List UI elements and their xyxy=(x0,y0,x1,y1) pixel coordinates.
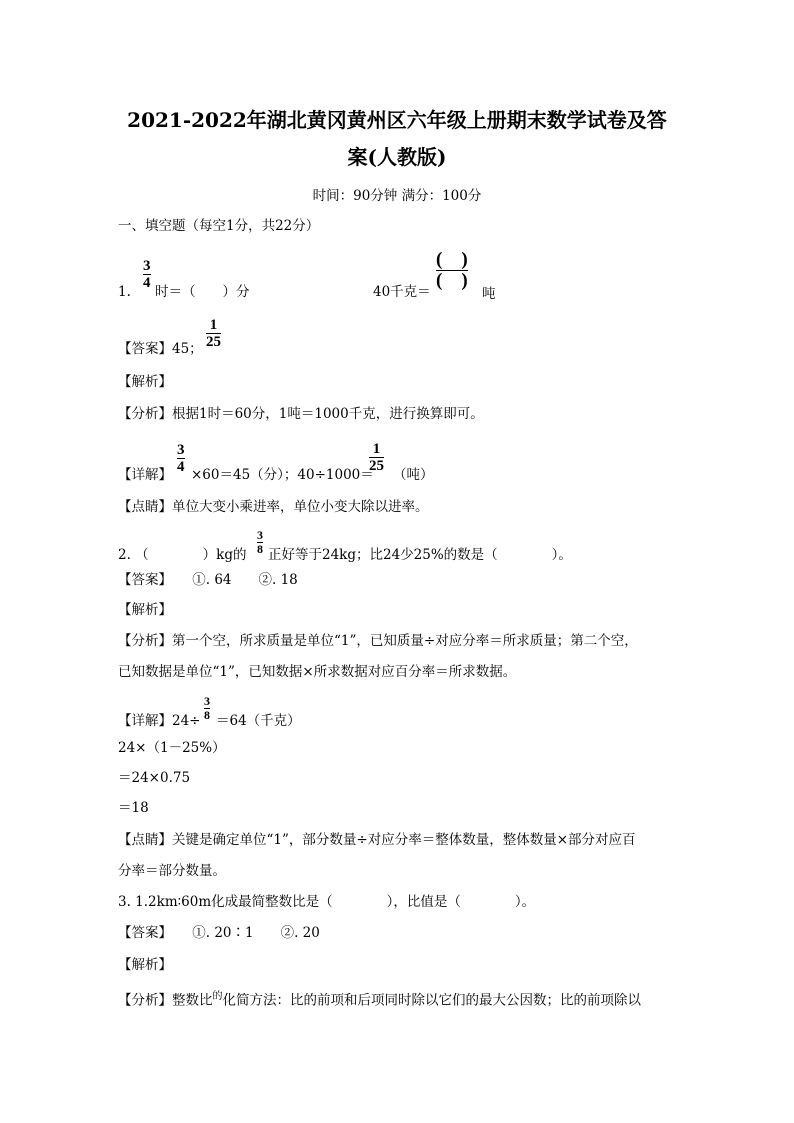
q1-xiangjie-fraction xyxy=(177,442,185,475)
q1-dianjing: 【点睛】单位大变小乘进率，单位小变大除以进率。 xyxy=(118,499,429,515)
q1-text: 时＝（ ）分 xyxy=(155,284,250,300)
denominator: 4 xyxy=(177,459,185,475)
numerator: 3 xyxy=(177,442,185,458)
numerator: 3 xyxy=(257,528,263,542)
q2-post: 正好等于24kg；比24少25%的数是（ ）。 xyxy=(268,547,572,563)
numerator: 1 xyxy=(209,317,218,333)
denominator: 8 xyxy=(257,542,263,556)
denominator-blank: ( ) xyxy=(436,270,468,291)
denominator: 4 xyxy=(143,275,151,291)
q1-xiangjie-end: （吨） xyxy=(393,467,434,483)
q3-answer: 【答案】 ①. 20∶1 ②. 20 xyxy=(118,925,320,941)
q2-dianjing-2: 分率＝部分数量。 xyxy=(118,863,226,879)
q2-step-1: 24×（1－25%） xyxy=(118,740,226,756)
q1-jiexi: 【解析】 xyxy=(118,374,172,390)
numerator: 1 xyxy=(372,441,381,457)
q1-blank-fraction xyxy=(436,250,468,291)
section-heading: 一、填空题（每空1分，共22分） xyxy=(118,218,320,234)
denominator: 25 xyxy=(369,458,384,474)
q2-jiexi: 【解析】 xyxy=(118,602,172,618)
q3-fenxi-rest: 化简方法：比的前项和后项同时除以它们的最大公因数；比的前项除以 xyxy=(222,992,641,1009)
q3-fenxi xyxy=(118,989,641,1009)
q1-answer: 【答案】45； xyxy=(118,341,203,357)
q2-fenxi-2: 已知数据是单位“1”，已知数据×所求数据对应百分率＝所求数据。 xyxy=(118,664,517,680)
exam-meta: 时间：90分钟 满分：100分 xyxy=(312,188,482,204)
q2-xiangjie-fraction xyxy=(204,695,210,722)
q1-xiangjie-fraction2 xyxy=(369,441,384,474)
numerator: 3 xyxy=(143,258,151,274)
q3-fenxi-start: 【分析】整数比 xyxy=(118,992,213,1009)
q2-xiangjie-post: ＝64（千克） xyxy=(216,713,301,729)
denominator: 25 xyxy=(206,334,221,350)
q1-right-text: 40千克＝ xyxy=(373,284,431,300)
q1-fenxi: 【分析】根据1时＝60分，1吨＝1000千克，进行换算即可。 xyxy=(118,406,484,422)
q3-jiexi: 【解析】 xyxy=(118,957,172,973)
q1-xiangjie-mid: ×60＝45（分）；40÷1000＝ xyxy=(191,467,374,483)
q3-text: 3. 1.2km∶60m化成最简整数比是（ ），比值是（ ）。 xyxy=(118,894,536,910)
q2-step-3: ＝18 xyxy=(118,800,149,816)
q1-xiangjie-label: 【详解】 xyxy=(118,467,172,483)
numerator-blank: ( ) xyxy=(436,249,468,270)
numerator: 3 xyxy=(204,694,210,708)
q2-answer: 【答案】 ①. 64 ②. 18 xyxy=(118,572,298,588)
q1-number: 1. xyxy=(118,284,131,300)
q1-answer-fraction xyxy=(206,317,221,350)
q2-pre: 2. （ ）kg的 xyxy=(118,547,247,563)
q3-fenxi-superscript: 的 xyxy=(212,991,223,1002)
q2-xiangjie-pre: 【详解】24÷ xyxy=(118,713,201,729)
denominator: 8 xyxy=(204,708,210,722)
q2-dianjing-1: 【点睛】关键是确定单位“1”，部分数量÷对应分率＝整体数量，整体数量×部分对应百 xyxy=(118,832,636,848)
q2-fenxi-1: 【分析】第一个空，所求质量是单位“1”，已知质量÷对应分率＝所求质量；第二个空， xyxy=(118,633,638,649)
document-title-line2: 案(人教版) xyxy=(347,145,447,169)
q2-step-2: ＝24×0.75 xyxy=(118,770,191,786)
document-title-line1: 2021-2022年湖北黄冈黄州区六年级上册期末数学试卷及答 xyxy=(127,108,667,132)
q1-fraction xyxy=(143,258,151,291)
q1-unit: 吨 xyxy=(482,286,496,302)
q2-fraction xyxy=(257,529,263,556)
